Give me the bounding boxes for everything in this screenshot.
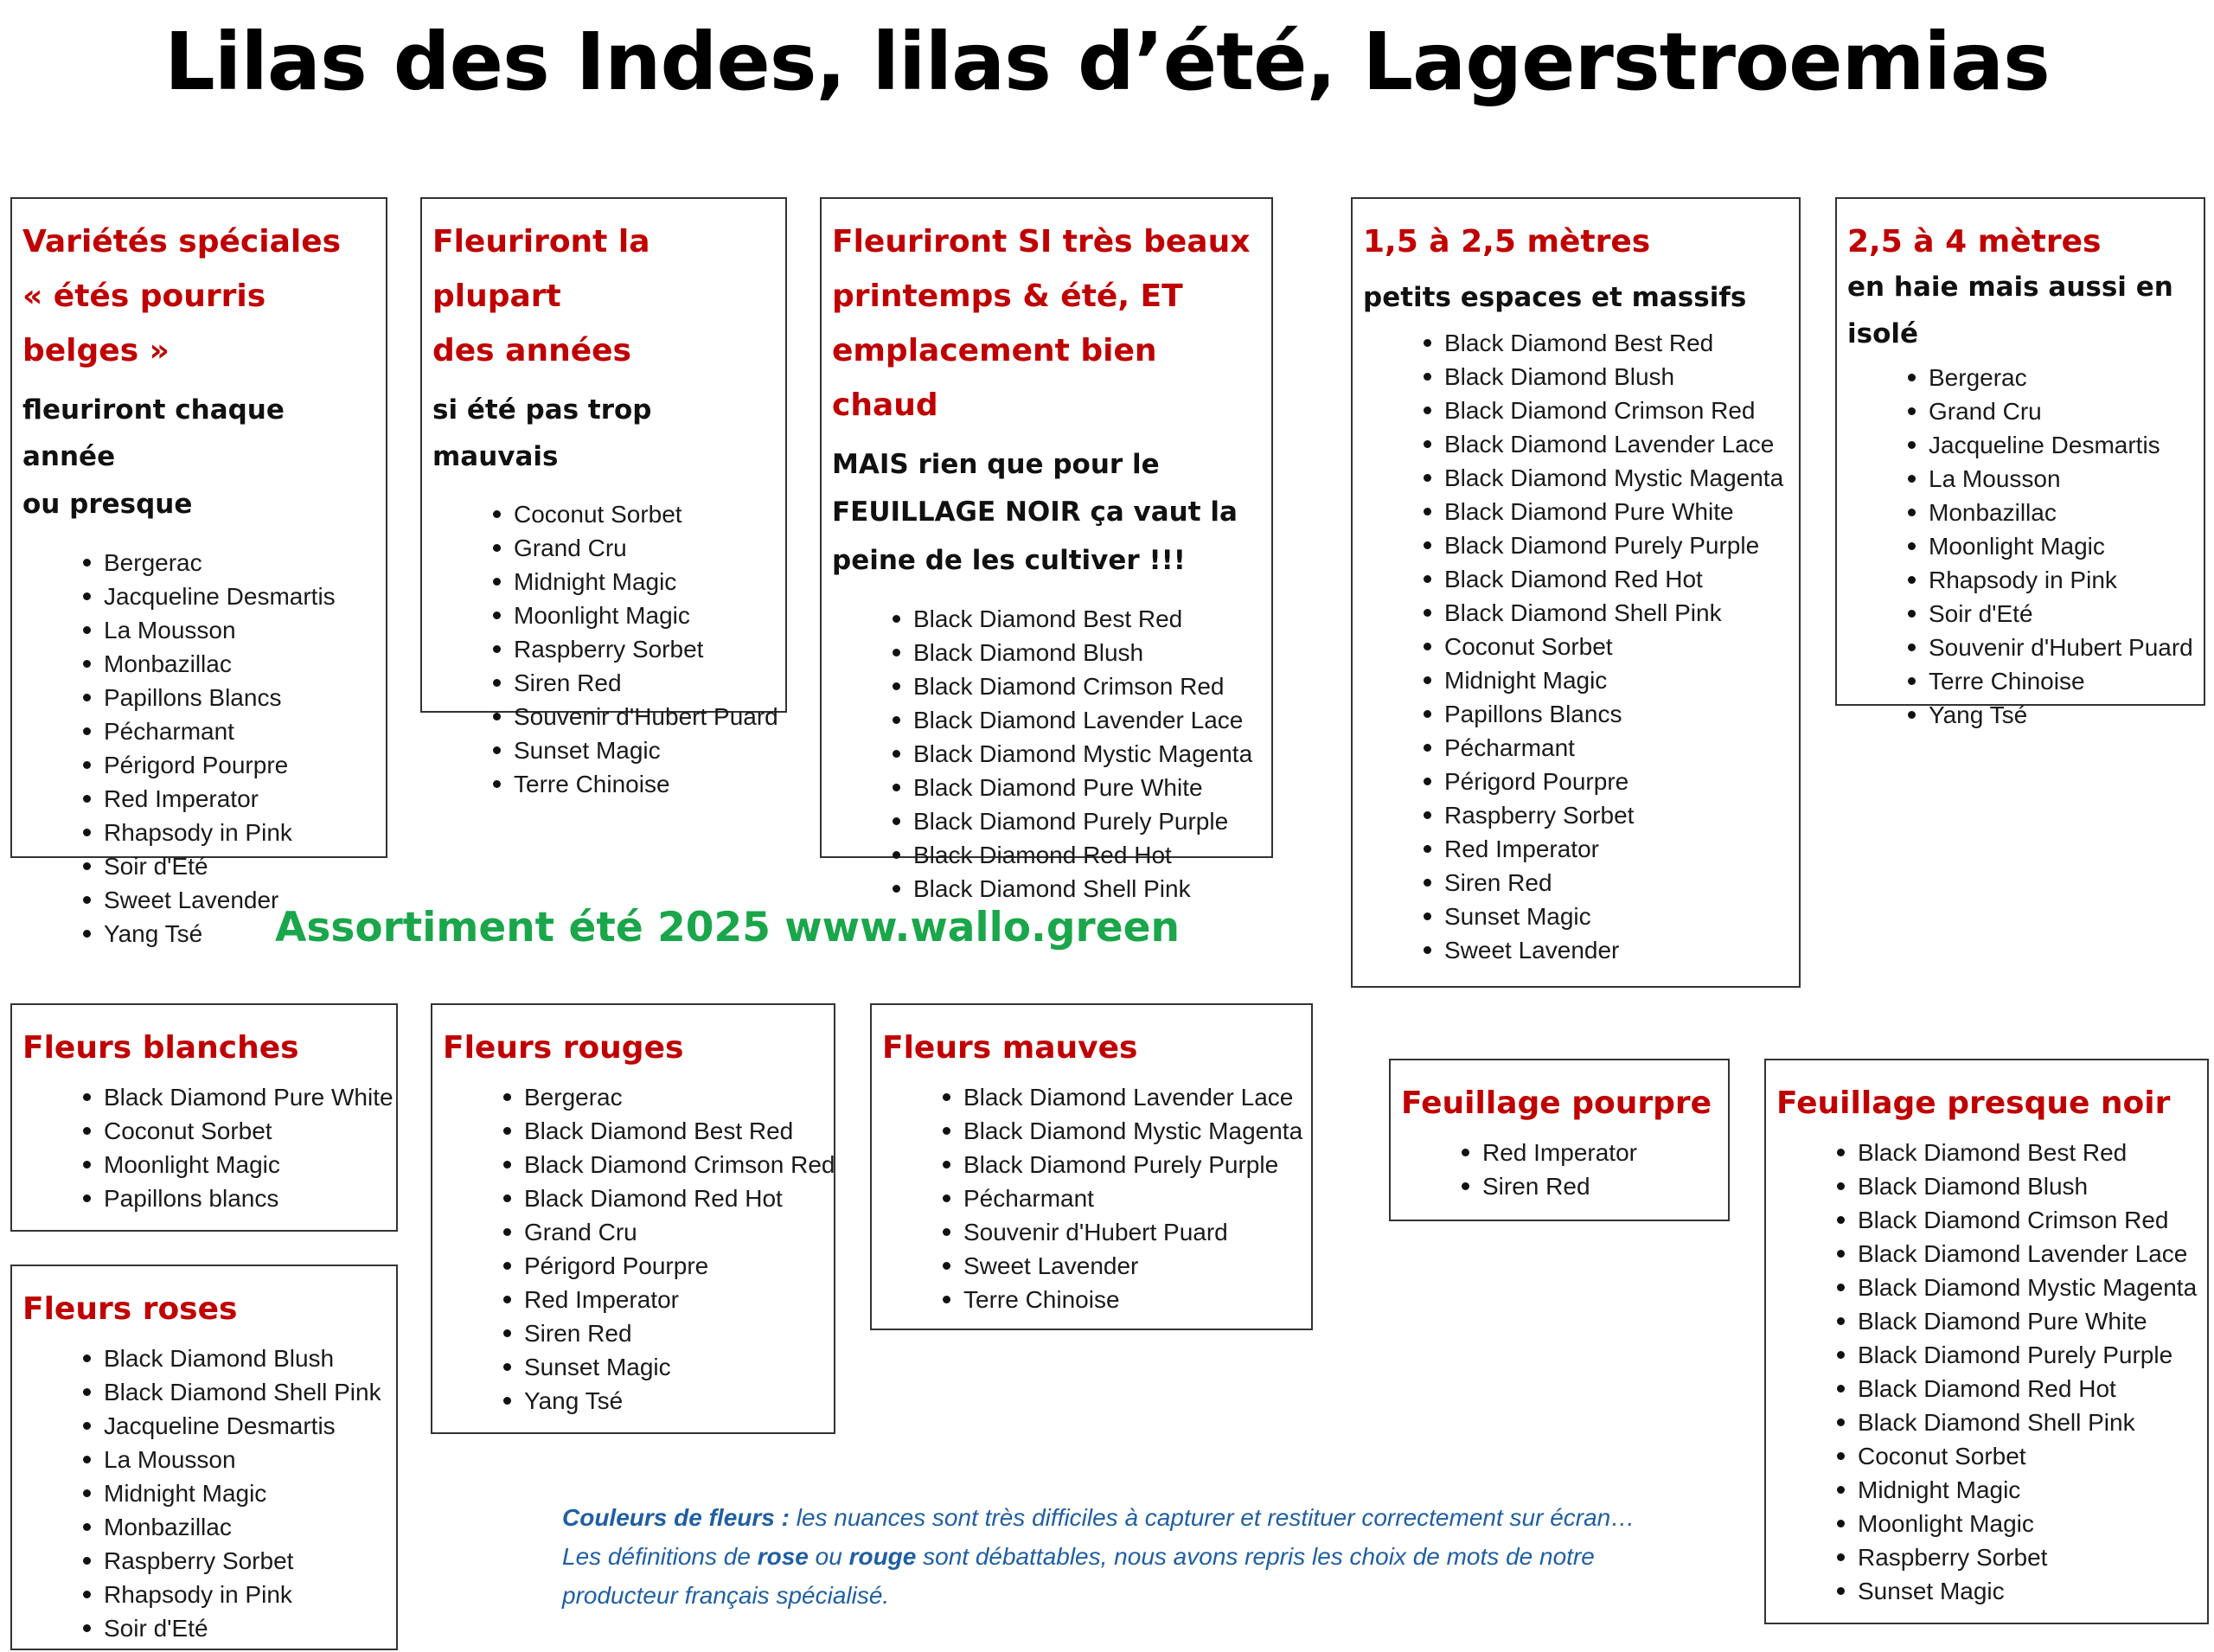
box-mauve-flowers	[870, 1003, 1313, 1330]
variety-list-item: Midnight Magic	[1361, 663, 1799, 697]
variety-list-item: Bergerac	[441, 1080, 834, 1114]
variety-list-item: Black Diamond Purely Purple	[1361, 528, 1799, 562]
variety-list-item: Souvenir d'Hubert Puard	[1846, 631, 2204, 664]
variety-list	[830, 602, 1271, 906]
variety-list-item: Jacqueline Desmartis	[21, 579, 386, 613]
variety-list	[21, 546, 386, 951]
variety-list-item: Grand Cru	[441, 1215, 834, 1249]
variety-list-item: Black Diamond Pure White	[1775, 1304, 2207, 1338]
box-subheading: peine de les cultiver !!!	[832, 545, 1186, 576]
variety-list-item: Black Diamond Lavender Lace	[880, 1080, 1311, 1114]
box-heading: Feuillage pourpre	[1401, 1085, 1712, 1121]
box-pink-flowers	[10, 1265, 398, 1650]
variety-list-item: Yang Tsé	[1846, 698, 2204, 732]
variety-list-item: Black Diamond Best Red	[1775, 1136, 2207, 1169]
box-heading: Fleurs mauves	[882, 1030, 1138, 1066]
variety-list-item: Sunset Magic	[431, 733, 785, 767]
note-bold-label: Couleurs de fleurs :	[562, 1504, 790, 1531]
variety-list-item: Black Diamond Blush	[1361, 360, 1799, 394]
box-heading: des années	[432, 333, 631, 368]
variety-list-item: Black Diamond Best Red	[1361, 326, 1799, 360]
box-heading: « étés pourris belges »	[22, 279, 266, 368]
variety-list-item: Black Diamond Shell Pink	[830, 872, 1271, 906]
variety-list-item: La Mousson	[1846, 462, 2204, 496]
variety-list-item: Terre Chinoise	[1846, 664, 2204, 698]
variety-list	[21, 1341, 396, 1645]
variety-list-item: Périgord Pourpre	[1361, 765, 1799, 798]
variety-list-item: Moonlight Magic	[21, 1148, 396, 1181]
note-emphasis-rouge: rouge	[848, 1543, 917, 1570]
variety-list-item: Sweet Lavender	[21, 883, 386, 917]
variety-list-item: Black Diamond Pure White	[1361, 495, 1799, 528]
box-heading: Fleurs blanches	[22, 1030, 299, 1066]
variety-list-item: Pécharmant	[21, 714, 386, 748]
variety-list-item: Black Diamond Shell Pink	[21, 1375, 396, 1409]
variety-list-item: Moonlight Magic	[1846, 529, 2204, 563]
variety-list-item: Black Diamond Purely Purple	[880, 1148, 1311, 1181]
box-subheading: FEUILLAGE NOIR ça vaut la	[832, 496, 1238, 528]
box-subheading: ou presque	[22, 489, 193, 520]
box-subheading: petits espaces et massifs	[1363, 282, 1747, 313]
variety-list-item: Yang Tsé	[441, 1384, 834, 1418]
variety-list-item: Raspberry Sorbet	[431, 632, 785, 666]
variety-list-item: Black Diamond Purely Purple	[1775, 1338, 2207, 1372]
variety-list-item: Black Diamond Crimson Red	[1775, 1203, 2207, 1237]
box-heading: Fleuriront la plupart	[432, 224, 650, 314]
variety-list-item: Soir d'Eté	[21, 1611, 396, 1645]
variety-list-item: Red Imperator	[21, 782, 386, 816]
variety-list-item: Bergerac	[21, 546, 386, 579]
variety-list-item: Siren Red	[1399, 1169, 1728, 1203]
box-red-flowers	[431, 1003, 835, 1434]
note-emphasis-rose: rose	[757, 1543, 809, 1570]
variety-list-item: Black Diamond Crimson Red	[1361, 394, 1799, 427]
variety-list	[431, 497, 785, 801]
box-heading: Variétés spéciales	[22, 224, 342, 259]
variety-list-item: Black Diamond Lavender Lace	[1361, 427, 1799, 461]
variety-list-item: Sweet Lavender	[880, 1249, 1311, 1283]
variety-list-item: Midnight Magic	[21, 1476, 396, 1510]
variety-list-item: Coconut Sorbet	[1361, 630, 1799, 663]
variety-list-item: Sweet Lavender	[1361, 933, 1799, 967]
box-height-2-5-to-4	[1835, 197, 2205, 728]
variety-list-item: Grand Cru	[1846, 394, 2204, 428]
box-heading: Fleuriront SI très beaux	[832, 224, 1251, 259]
variety-list-item: Coconut Sorbet	[431, 497, 785, 531]
variety-list-item: Monbazillac	[1846, 496, 2204, 529]
variety-list-item: Midnight Magic	[1775, 1473, 2207, 1507]
variety-list-item: Siren Red	[1361, 866, 1799, 900]
note-line: producteur français spécialisé.	[562, 1582, 890, 1609]
variety-list-item: Black Diamond Red Hot	[1361, 562, 1799, 596]
variety-list-item: Red Imperator	[1399, 1136, 1728, 1169]
box-warm-location	[820, 197, 1273, 902]
variety-list-item: Black Diamond Purely Purple	[830, 804, 1271, 838]
variety-list-item: Black Diamond Best Red	[830, 602, 1271, 636]
variety-list-item: Moonlight Magic	[1775, 1507, 2207, 1540]
variety-list-item: Raspberry Sorbet	[1775, 1540, 2207, 1574]
variety-list-item: Coconut Sorbet	[1775, 1439, 2207, 1473]
variety-list	[1846, 361, 2204, 732]
variety-list-item: Jacqueline Desmartis	[1846, 428, 2204, 462]
box-subheading: en haie mais aussi en isolé	[1847, 272, 2173, 349]
variety-list-item: Rhapsody in Pink	[1846, 563, 2204, 597]
variety-list-item: Black Diamond Pure White	[21, 1080, 396, 1114]
variety-list-item: Soir d'Eté	[21, 849, 386, 883]
variety-list-item: Raspberry Sorbet	[1361, 798, 1799, 832]
page-title: Lilas des Indes, lilas d’été, Lagerstroemias	[164, 16, 2050, 108]
variety-list-item: Black Diamond Lavender Lace	[830, 703, 1271, 737]
variety-list	[1361, 326, 1799, 967]
variety-list-item: Black Diamond Mystic Magenta	[880, 1114, 1311, 1148]
box-heading: Feuillage presque noir	[1776, 1085, 2171, 1121]
variety-list-item: Bergerac	[1846, 361, 2204, 394]
variety-list-item: Grand Cru	[431, 531, 785, 565]
variety-list-item: Soir d'Eté	[1846, 597, 2204, 631]
note-text: sont débattables, nous avons repris les choix de mots de notre	[916, 1543, 1595, 1570]
variety-list-item: La Mousson	[21, 613, 386, 647]
variety-list-item: Jacqueline Desmartis	[21, 1409, 396, 1443]
box-purple-foliage	[1389, 1059, 1730, 1221]
note-line	[562, 1537, 1686, 1576]
variety-list-item: Black Diamond Blush	[21, 1341, 396, 1375]
variety-list-item: Souvenir d'Hubert Puard	[431, 700, 785, 733]
note-text: ou	[808, 1543, 849, 1570]
variety-list-item: Black Diamond Red Hot	[1775, 1372, 2207, 1405]
variety-list-item: Papillons blancs	[21, 1181, 396, 1215]
variety-list	[21, 1080, 396, 1215]
variety-list-item: Yang Tsé	[21, 917, 386, 951]
box-white-flowers	[10, 1003, 398, 1232]
variety-list-item: Pécharmant	[880, 1181, 1311, 1215]
box-heading: emplacement bien chaud	[832, 333, 1157, 423]
variety-list-item: Monbazillac	[21, 1510, 396, 1544]
variety-list-item: Black Diamond Mystic Magenta	[1361, 461, 1799, 495]
variety-list-item: Raspberry Sorbet	[21, 1544, 396, 1578]
variety-list	[880, 1080, 1311, 1316]
variety-list-item: Midnight Magic	[431, 565, 785, 599]
variety-list-item: Pécharmant	[1361, 731, 1799, 765]
variety-list-item: Moonlight Magic	[431, 599, 785, 632]
box-heading: Fleurs roses	[22, 1291, 238, 1327]
box-heading: 1,5 à 2,5 mètres	[1363, 224, 1651, 259]
variety-list-item: Black Diamond Lavender Lace	[1775, 1237, 2207, 1271]
variety-list-item: Black Diamond Red Hot	[830, 838, 1271, 872]
variety-list-item: Sunset Magic	[441, 1350, 834, 1384]
box-heading: Fleurs rouges	[443, 1030, 684, 1066]
variety-list-item: Black Diamond Red Hot	[441, 1181, 834, 1215]
box-most-years	[420, 197, 787, 797]
note-line	[562, 1498, 1686, 1537]
variety-list-item: Black Diamond Best Red	[441, 1114, 834, 1148]
variety-list	[1775, 1136, 2207, 1608]
variety-list-item: Rhapsody in Pink	[21, 816, 386, 849]
variety-list-item: Black Diamond Mystic Magenta	[1775, 1271, 2207, 1304]
variety-list-item: Coconut Sorbet	[21, 1114, 396, 1148]
variety-list-item: Terre Chinoise	[880, 1283, 1311, 1316]
variety-list-item: Black Diamond Crimson Red	[441, 1148, 834, 1181]
box-subheading: MAIS rien que pour le	[832, 449, 1160, 480]
variety-list-item: Red Imperator	[1361, 832, 1799, 866]
variety-list-item: Black Diamond Mystic Magenta	[830, 737, 1271, 771]
variety-list-item: Rhapsody in Pink	[21, 1578, 396, 1611]
variety-list	[441, 1080, 834, 1418]
variety-list-item: Périgord Pourpre	[441, 1249, 834, 1283]
note-text: les nuances sont très difficiles à capturer et restituer correctement sur écran…	[789, 1504, 1635, 1531]
box-heading: printemps & été, ET	[832, 279, 1183, 314]
box-height-1-5-to-2-5	[1351, 197, 1801, 988]
variety-list	[1399, 1136, 1728, 1203]
variety-list-item: Black Diamond Blush	[1775, 1169, 2207, 1203]
variety-list-item: La Mousson	[21, 1443, 396, 1476]
variety-list-item: Black Diamond Blush	[830, 636, 1271, 669]
variety-list-item: Papillons Blancs	[21, 681, 386, 714]
variety-list-item: Sunset Magic	[1361, 900, 1799, 933]
promo-banner: Assortiment été 2025 www.wallo.green	[275, 904, 1180, 951]
box-special-varieties	[10, 197, 387, 947]
variety-list-item: Black Diamond Shell Pink	[1361, 596, 1799, 630]
note-text: Les définitions de	[562, 1543, 758, 1570]
variety-list-item: Souvenir d'Hubert Puard	[880, 1215, 1311, 1249]
variety-list-item: Red Imperator	[441, 1283, 834, 1316]
variety-list-item: Black Diamond Pure White	[830, 771, 1271, 804]
variety-list-item: Sunset Magic	[1775, 1574, 2207, 1608]
variety-list-item: Monbazillac	[21, 647, 386, 681]
variety-list-item: Black Diamond Shell Pink	[1775, 1405, 2207, 1439]
box-heading: 2,5 à 4 mètres	[1847, 224, 2102, 259]
variety-list-item: Siren Red	[441, 1316, 834, 1350]
variety-list-item: Périgord Pourpre	[21, 748, 386, 782]
color-disclaimer-note	[562, 1498, 1686, 1615]
variety-list-item: Terre Chinoise	[431, 767, 785, 801]
box-subheading: fleuriront chaque année	[22, 394, 285, 472]
variety-list-item: Papillons Blancs	[1361, 697, 1799, 731]
variety-list-item: Black Diamond Crimson Red	[830, 669, 1271, 703]
variety-list-item: Siren Red	[431, 666, 785, 700]
box-subheading: si été pas trop mauvais	[432, 394, 652, 472]
box-dark-foliage	[1764, 1059, 2209, 1624]
